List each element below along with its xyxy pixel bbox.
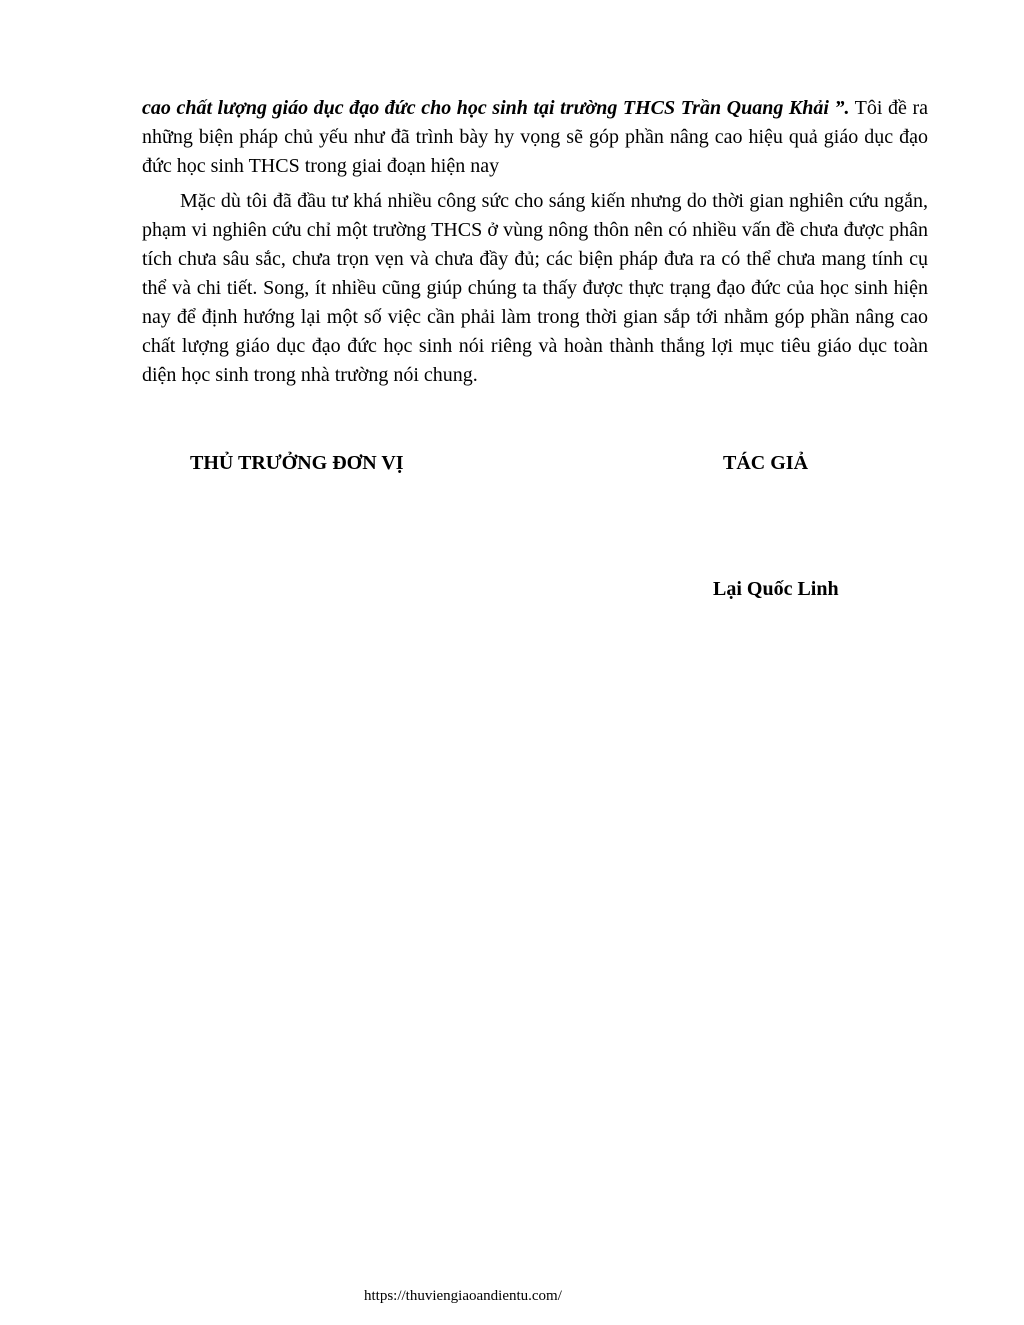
footer-url: https://thuviengiaoandientu.com/	[364, 1288, 562, 1304]
unit-head-signature-title: THỦ TRƯỞNG ĐƠN VỊ	[190, 452, 404, 474]
italic-bold-phrase: cao chất lượng giáo dục đạo đức cho học sinh tại trường THCS Trần Quang Khải ”.	[142, 97, 850, 119]
paragraph-1-text: Tôi đề ra những biện pháp chủ yếu như đã trình bày hy vọng sẽ góp phần nâng cao hiệu quả giáo dục đạo đức học sinh THCS trong giai đoạn hiện nay	[142, 97, 929, 177]
body-text	[142, 94, 928, 390]
author-name: Lại Quốc Linh	[713, 578, 839, 600]
conclusion-paragraph-2: Mặc dù tôi đã đầu tư khá nhiều công sức cho sáng kiến nhưng do thời gian nghiên cứu ngắn, phạm vi nghiên cứu chỉ một trường THCS ở vùng nông thôn nên có nhiều vấn đề chưa được phân tích chưa sâu sắc, chưa trọn vẹn và chưa đầy đủ; các biện pháp đưa ra có thể chưa mang tính cụ thể và chi tiết. Song, ít nhiều cũng giúp chúng ta thấy được thực trạng đạo đức của học sinh hiện nay để định hướng lại một số việc cần phải làm trong thời gian sắp tới nhằm góp phần nâng cao chất lượng giáo dục đạo đức học sinh nói riêng và hoàn thành thắng lợi mục tiêu giáo dục toàn diện học sinh trong nhà trường nói chung.	[142, 190, 928, 386]
conclusion-paragraph-1	[142, 94, 928, 181]
author-signature-title: TÁC GIẢ	[723, 452, 809, 474]
